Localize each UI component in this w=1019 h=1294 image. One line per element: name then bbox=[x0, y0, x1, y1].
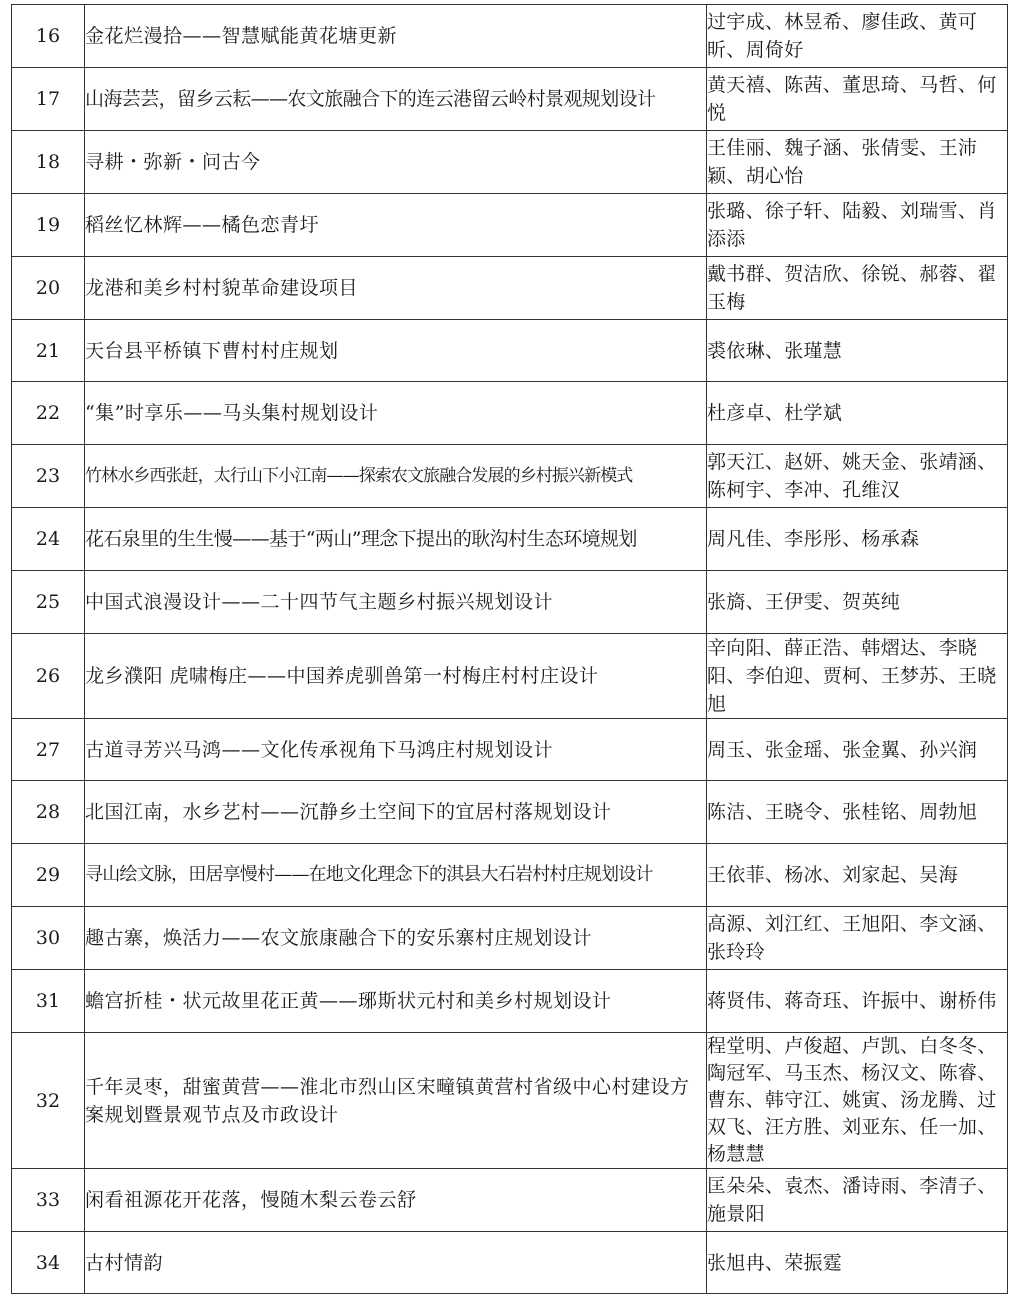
row-number: 25 bbox=[12, 571, 85, 634]
table-row bbox=[12, 257, 1008, 320]
row-number: 22 bbox=[12, 382, 85, 445]
row-number: 23 bbox=[12, 445, 85, 508]
row-number: 17 bbox=[12, 68, 85, 131]
row-number: 19 bbox=[12, 194, 85, 257]
team-members: 张旖、王伊雯、贺英纯 bbox=[707, 571, 1008, 634]
row-number: 28 bbox=[12, 781, 85, 844]
row-number: 27 bbox=[12, 719, 85, 781]
team-members: 黄天禧、陈茜、董思琦、马哲、何悦 bbox=[707, 68, 1008, 131]
project-title: 趣古寨，焕活力——农文旅康融合下的安乐寨村庄规划设计 bbox=[85, 907, 707, 970]
row-number: 31 bbox=[12, 970, 85, 1033]
team-members: 杜彦卓、杜学斌 bbox=[707, 382, 1008, 445]
team-members: 匡朵朵、袁杰、潘诗雨、李清子、施景阳 bbox=[707, 1169, 1008, 1232]
table-row bbox=[12, 382, 1008, 445]
row-number: 33 bbox=[12, 1169, 85, 1232]
row-number: 29 bbox=[12, 844, 85, 907]
table-row bbox=[12, 970, 1008, 1033]
team-members: 蒋贤伟、蒋奇珏、许振中、谢桥伟 bbox=[707, 970, 1008, 1033]
project-title: 古村情韵 bbox=[85, 1232, 707, 1294]
table-row bbox=[12, 194, 1008, 257]
team-members: 周玉、张金瑶、张金翼、孙兴润 bbox=[707, 719, 1008, 781]
row-number: 21 bbox=[12, 320, 85, 382]
table-row bbox=[12, 1033, 1008, 1169]
project-title: 闲看祖源花开花落，慢随木梨云卷云舒 bbox=[85, 1169, 707, 1232]
project-title: 龙港和美乡村村貌革命建设项目 bbox=[85, 257, 707, 320]
team-members: 王佳丽、魏子涵、张倩雯、王沛颖、胡心怡 bbox=[707, 131, 1008, 194]
project-title: 天台县平桥镇下曹村村庄规划 bbox=[85, 320, 707, 382]
table-row bbox=[12, 445, 1008, 508]
table-row bbox=[12, 68, 1008, 131]
table-row bbox=[12, 719, 1008, 781]
team-members: 程堂明、卢俊超、卢凯、白冬冬、陶冠军、马玉杰、杨汉文、陈睿、曹东、韩守江、姚寅、汤龙腾、过双飞、汪方胜、刘亚东、任一加、杨慧慧 bbox=[707, 1033, 1008, 1169]
row-number: 30 bbox=[12, 907, 85, 970]
project-title: 寻山绘文脉，田居享慢村——在地文化理念下的淇县大石岩村村庄规划设计 bbox=[85, 844, 707, 907]
row-number: 20 bbox=[12, 257, 85, 320]
table-row bbox=[12, 320, 1008, 382]
team-members: 张璐、徐子轩、陆毅、刘瑞雪、肖添添 bbox=[707, 194, 1008, 257]
team-members: 周凡佳、李彤彤、杨承森 bbox=[707, 508, 1008, 571]
team-members: 王依菲、杨冰、刘家起、吴海 bbox=[707, 844, 1008, 907]
table-row bbox=[12, 907, 1008, 970]
project-title: 古道寻芳兴马鸿——文化传承视角下马鸿庄村规划设计 bbox=[85, 719, 707, 781]
row-number: 24 bbox=[12, 508, 85, 571]
table-row bbox=[12, 1169, 1008, 1232]
table-row bbox=[12, 131, 1008, 194]
row-number: 16 bbox=[12, 5, 85, 68]
project-title: 稻丝忆林辉——橘色恋青圩 bbox=[85, 194, 707, 257]
project-title: 千年灵枣，甜蜜黄营——淮北市烈山区宋疃镇黄营村省级中心村建设方案规划暨景观节点及市政设计 bbox=[85, 1033, 707, 1169]
project-title: 蟾宫折桂・状元故里花正黄——琊斯状元村和美乡村规划设计 bbox=[85, 970, 707, 1033]
table-row bbox=[12, 508, 1008, 571]
project-title: 花石泉里的生生慢——基于“两山”理念下提出的耿沟村生态环境规划 bbox=[85, 508, 707, 571]
project-title: 中国式浪漫设计——二十四节气主题乡村振兴规划设计 bbox=[85, 571, 707, 634]
team-members: 高源、刘江红、王旭阳、李文涵、张玲玲 bbox=[707, 907, 1008, 970]
project-title: 龙乡濮阳 虎啸梅庄——中国养虎驯兽第一村梅庄村村庄设计 bbox=[85, 634, 707, 719]
project-title: 北国江南，水乡艺村——沉静乡土空间下的宜居村落规划设计 bbox=[85, 781, 707, 844]
project-title: 金花烂漫拾——智慧赋能黄花塘更新 bbox=[85, 5, 707, 68]
team-members: 戴书群、贺洁欣、徐锐、郝蓉、翟玉梅 bbox=[707, 257, 1008, 320]
table-row bbox=[12, 634, 1008, 719]
award-table bbox=[11, 4, 1008, 1294]
team-members: 陈洁、王晓令、张桂铭、周勃旭 bbox=[707, 781, 1008, 844]
row-number: 32 bbox=[12, 1033, 85, 1169]
row-number: 18 bbox=[12, 131, 85, 194]
project-title: 寻耕・弥新・问古今 bbox=[85, 131, 707, 194]
project-title: 竹林水乡西张赶，太行山下小江南——探索农文旅融合发展的乡村振兴新模式 bbox=[85, 445, 707, 508]
table-row bbox=[12, 1232, 1008, 1294]
table-row bbox=[12, 781, 1008, 844]
project-title: “集”时享乐——马头集村规划设计 bbox=[85, 382, 707, 445]
table-row bbox=[12, 5, 1008, 68]
project-title: 山海芸芸，留乡云耘——农文旅融合下的连云港留云岭村景观规划设计 bbox=[85, 68, 707, 131]
team-members: 裘依琳、张瑾慧 bbox=[707, 320, 1008, 382]
team-members: 过宇成、林昱希、廖佳政、黄可昕、周倚好 bbox=[707, 5, 1008, 68]
table-row bbox=[12, 844, 1008, 907]
team-members: 郭天江、赵妍、姚天金、张靖涵、陈柯宇、李冲、孔维汉 bbox=[707, 445, 1008, 508]
team-members: 张旭冉、荣振霆 bbox=[707, 1232, 1008, 1294]
team-members: 辛向阳、薛正浩、韩熠达、李晓阳、李伯迎、贾柯、王梦苏、王晓旭 bbox=[707, 634, 1008, 719]
row-number: 26 bbox=[12, 634, 85, 719]
table-row bbox=[12, 571, 1008, 634]
row-number: 34 bbox=[12, 1232, 85, 1294]
